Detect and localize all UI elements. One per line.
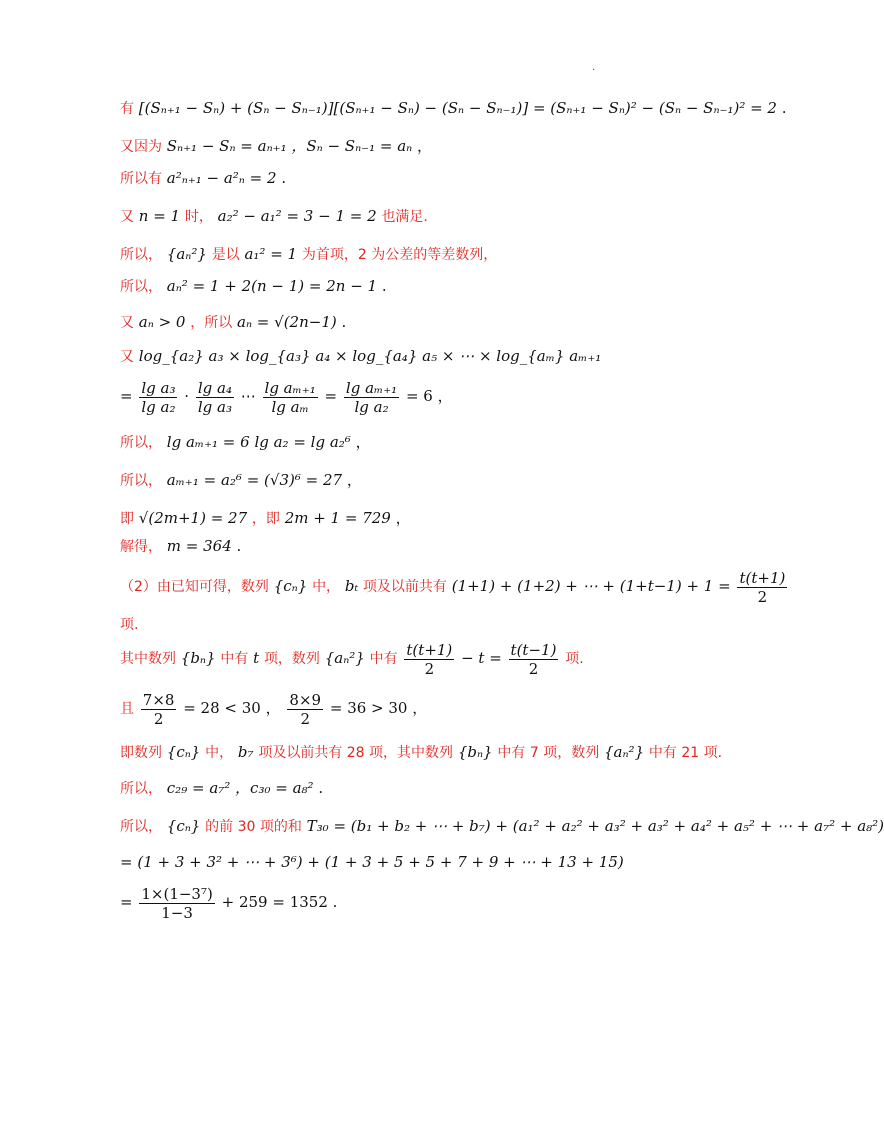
line-16-formula-d: − t = xyxy=(461,649,502,667)
line-8-formula: log_{a₂} a₃ × log_{a₃} a₄ × log_{a₄} a₅ × ⋯ × log_{aₘ} aₘ₊₁ xyxy=(138,347,602,365)
fraction-3 xyxy=(263,379,318,416)
line-7-formula-a: aₙ > 0 xyxy=(138,313,186,331)
line-16-formula-b: t xyxy=(253,649,260,667)
line-10-text: 所以， xyxy=(120,435,162,451)
line-4-text-c: 也满足. xyxy=(381,209,428,225)
line-2 xyxy=(120,136,432,157)
line-20-formula-a: {cₙ} xyxy=(166,817,201,835)
line-15-text: 项. xyxy=(120,617,139,633)
line-1 xyxy=(120,98,787,119)
line-13 xyxy=(120,536,241,557)
line-4-text-a: 又 xyxy=(120,209,134,225)
line-16-text-d: 中有 xyxy=(369,651,398,667)
fraction-4-denominator: lg a₂ xyxy=(354,397,389,416)
line-18-text-a: 即数列 xyxy=(120,745,162,761)
fraction-9-denominator: 2 xyxy=(300,709,311,728)
line-5-text-a: 所以， xyxy=(120,247,162,263)
fraction-5-denominator: 2 xyxy=(757,587,768,606)
line-9-result: = 6 xyxy=(405,387,433,405)
line-13-end: . xyxy=(236,537,242,555)
line-16-formula-c: {aₙ²} xyxy=(324,649,365,667)
line-2-end: ， xyxy=(417,137,433,155)
line-1-text: 有 xyxy=(120,101,134,117)
line-7-text-a: 又 xyxy=(120,315,134,331)
line-20-formula-b: T₃₀ = (b₁ + b₂ + ⋯ + b₇) + (a₁² + a₂² + a₃² + a₃² + a₄² + a₅² + ⋯ + a₇² + a₈²) xyxy=(306,817,884,835)
line-18-formula-a: {cₙ} xyxy=(166,743,201,761)
fraction-1-numerator: lg a₃ xyxy=(141,378,176,397)
line-8 xyxy=(120,346,601,367)
fraction-5 xyxy=(737,569,787,606)
line-17-separator: ， xyxy=(265,699,281,717)
fraction-1-denominator: lg a₂ xyxy=(141,397,176,416)
fraction-7 xyxy=(509,641,559,678)
line-18-text-d: 中有 7 项，数列 xyxy=(497,745,600,761)
fraction-6 xyxy=(404,641,454,678)
line-14-text-b: 中， xyxy=(312,579,341,595)
line-17-end: ， xyxy=(412,699,428,717)
line-6-formula: aₙ² = 1 + 2(n − 1) = 2n − 1 xyxy=(166,277,378,295)
line-4 xyxy=(120,206,428,227)
line-19-formula: c₂₉ = a₇² ，c₃₀ = a₈² xyxy=(166,779,314,797)
line-7 xyxy=(120,312,346,333)
line-14-formula-c: (1+1) + (1+2) + ⋯ + (1+t−1) + 1 = xyxy=(451,577,731,595)
fraction-3-denominator: lg aₘ xyxy=(271,397,309,416)
fraction-6-numerator: t(t+1) xyxy=(406,640,453,659)
fraction-4-numerator: lg aₘ₊₁ xyxy=(345,378,398,397)
line-17-text: 且 xyxy=(120,701,134,717)
fraction-5-numerator: t(t+1) xyxy=(739,568,786,587)
line-11-end: ， xyxy=(346,471,362,489)
line-5-text-b: 是以 xyxy=(211,247,240,263)
line-7-text-b: ，所以 xyxy=(190,315,233,331)
line-14-text-a: （2）由已知可得，数列 xyxy=(120,579,269,595)
fraction-10 xyxy=(139,885,214,922)
line-19-text: 所以， xyxy=(120,781,162,797)
line-10 xyxy=(120,432,371,453)
line-11-text: 所以， xyxy=(120,473,162,489)
fraction-10-denominator: 1−3 xyxy=(161,903,193,922)
line-6 xyxy=(120,276,387,297)
line-14-formula-a: {cₙ} xyxy=(273,577,308,595)
line-11 xyxy=(120,470,362,491)
line-16-text-e: 项. xyxy=(565,651,584,667)
line-16 xyxy=(120,638,584,679)
fraction-2-numerator: lg a₄ xyxy=(197,378,232,397)
line-3-text: 所以有 xyxy=(120,171,162,187)
line-16-text-c: 项，数列 xyxy=(263,651,320,667)
line-18-text-b: 中， xyxy=(205,745,234,761)
fraction-2-denominator: lg a₃ xyxy=(197,397,232,416)
line-9-equals: = xyxy=(120,387,133,405)
line-18-formula-b: b₇ xyxy=(237,743,254,761)
line-4-text-b: 时， xyxy=(184,209,213,225)
line-1-formula: [(Sₙ₊₁ − Sₙ) + (Sₙ − Sₙ₋₁)][(Sₙ₊₁ − Sₙ) − (Sₙ − Sₙ₋₁)] = (Sₙ₊₁ − Sₙ)² − (Sₙ − Sₙ₋₁)² = 2 xyxy=(138,99,777,117)
line-15 xyxy=(120,614,138,635)
line-22-formula: + 259 = 1352 xyxy=(221,893,328,911)
line-3 xyxy=(120,168,286,189)
line-20-text-b: 的前 30 项的和 xyxy=(205,819,302,835)
line-16-formula-a: {bₙ} xyxy=(180,649,216,667)
line-8-text: 又 xyxy=(120,349,134,365)
line-16-text-a: 其中数列 xyxy=(120,651,176,667)
fraction-2 xyxy=(196,379,234,416)
line-4-formula-b: a₂² − a₁² = 3 − 1 = 2 xyxy=(217,207,377,225)
line-13-formula: m = 364 xyxy=(166,537,232,555)
line-6-end: . xyxy=(381,277,387,295)
line-17-formula-a: = 28 < 30 xyxy=(183,699,261,717)
line-10-formula: lg aₘ₊₁ = 6 lg a₂ = lg a₂⁶ xyxy=(166,433,351,451)
fraction-9-numerator: 8×9 xyxy=(289,690,322,709)
line-19-end: . xyxy=(318,779,324,797)
line-12-formula-a: √(2m+1) = 27 xyxy=(138,509,248,527)
line-2-text: 又因为 xyxy=(120,139,162,155)
line-5-formula-a: {aₙ²} xyxy=(166,245,207,263)
line-14-formula-b: bₜ xyxy=(344,577,359,595)
corner-mark: . xyxy=(592,62,596,73)
line-18-text-e: 中有 21 项. xyxy=(648,745,723,761)
line-3-end: . xyxy=(281,169,287,187)
line-3-formula: a²ₙ₊₁ − a²ₙ = 2 xyxy=(166,169,277,187)
fraction-8-numerator: 7×8 xyxy=(142,690,175,709)
line-5-text-c: 为首项，2 为公差的等差数列， xyxy=(301,247,498,263)
line-10-end: ， xyxy=(355,433,371,451)
line-18 xyxy=(120,742,722,763)
line-12-text-b: ，即 xyxy=(251,511,280,527)
line-5 xyxy=(120,244,497,265)
line-6-text: 所以， xyxy=(120,279,162,295)
line-18-formula-d: {aₙ²} xyxy=(603,743,645,761)
line-20-text-a: 所以， xyxy=(120,819,162,835)
line-22 xyxy=(120,882,337,922)
fraction-8-denominator: 2 xyxy=(153,709,164,728)
fraction-8 xyxy=(141,691,177,728)
line-12-formula-b: 2m + 1 = 729 xyxy=(284,509,391,527)
line-9-equals-2: = xyxy=(324,387,338,405)
fraction-7-numerator: t(t−1) xyxy=(510,640,557,659)
fraction-6-denominator: 2 xyxy=(424,659,435,678)
line-17-formula-b: = 36 > 30 xyxy=(329,699,408,717)
line-5-formula-b: a₁² = 1 xyxy=(244,245,298,263)
fraction-4 xyxy=(344,379,399,416)
line-12-end: ， xyxy=(395,509,411,527)
line-14-text-c: 项及以前共有 xyxy=(362,579,447,595)
line-9-ellipsis: ⋯ xyxy=(240,387,256,405)
line-21 xyxy=(120,852,624,872)
line-22-equals: = xyxy=(120,893,133,911)
fraction-10-numerator: 1×(1−3⁷) xyxy=(141,884,213,903)
fraction-7-denominator: 2 xyxy=(528,659,539,678)
line-13-text: 解得， xyxy=(120,539,162,555)
line-9-end: ， xyxy=(437,387,453,405)
line-22-end: . xyxy=(332,893,338,911)
line-4-formula-a: n = 1 xyxy=(138,207,181,225)
fraction-9 xyxy=(287,691,323,728)
line-17 xyxy=(120,688,427,729)
line-20 xyxy=(120,816,884,837)
line-12 xyxy=(120,508,411,529)
line-19 xyxy=(120,778,323,799)
line-2-formula: Sₙ₊₁ − Sₙ = aₙ₊₁ ，Sₙ − Sₙ₋₁ = aₙ xyxy=(166,137,413,155)
line-12-text-a: 即 xyxy=(120,511,134,527)
line-18-text-c: 项及以前共有 28 项，其中数列 xyxy=(258,745,454,761)
line-16-text-b: 中有 xyxy=(220,651,249,667)
line-14 xyxy=(120,566,789,607)
fraction-3-numerator: lg aₘ₊₁ xyxy=(264,378,316,397)
line-7-formula-b: aₙ = √(2n−1) xyxy=(237,313,337,331)
line-18-formula-c: {bₙ} xyxy=(457,743,493,761)
line-21-formula: = (1 + 3 + 3² + ⋯ + 3⁶) + (1 + 3 + 5 + 5 + 7 + 9 + ⋯ + 13 + 15) xyxy=(120,853,624,871)
line-11-formula: aₘ₊₁ = a₂⁶ = (√3)⁶ = 27 xyxy=(166,471,343,489)
line-1-end: . xyxy=(781,99,787,117)
line-7-end: . xyxy=(341,313,347,331)
line-9: = $\frac{\text{lg a₃}}{\text{lg a₂}}$ · $\frac{\text{lg a₄}}{\text{lg a₃}}$ ⋯ $\frac{\text{lg aₘ₊₁}}{\text{lg aₘ}}$ = $\frac{\text{lg aₘ₊₁}}{\text{lg a₂}}$ = 6 ， xyxy=(120,378,453,416)
fraction-1 xyxy=(139,379,177,416)
